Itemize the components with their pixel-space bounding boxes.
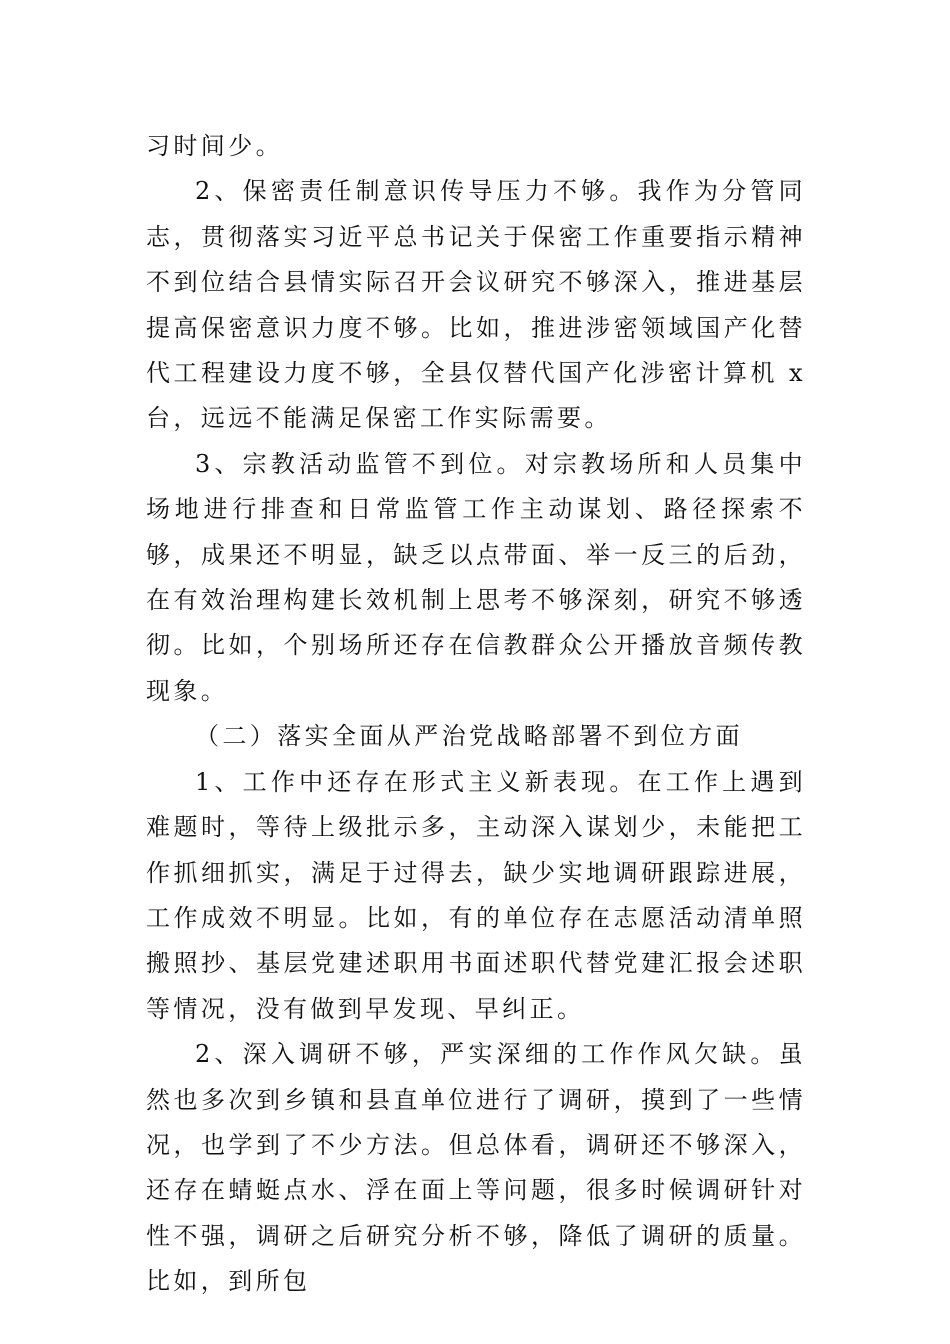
paragraph-research: 2、深入调研不够，严实深细的工作作风欠缺。虽然也多次到乡镇和县直单位进行了调研，摸到了一些情况，也学到了不少方法。但总体看，调研还不够深入，还存在蜻蜓点水、浮在面上等问题，很多时候调研针对性不强，调研之后研究分析不够，降低了调研的质量。比如，到所包: [146, 1040, 806, 1296]
paragraph-confidentiality: 2、保密责任制意识传导压力不够。我作为分管同志，贯彻落实习近平总书记关于保密工作重要指示精神不到位结合县情实际召开会议研究不够深入，推进基层提高保密意识力度不够。比如，推进涉密领域国产化替代工程建设力度不够，全县仅替代国产化涉密计算机 x 台，远远不能满足保密工作实际需要。: [146, 177, 806, 433]
paragraph-continuation: 习时间少。: [146, 132, 283, 160]
document-body: [146, 124, 806, 1305]
paragraph-religious-supervision: 3、宗教活动监管不到位。对宗教场所和人员集中场地进行排查和日常监管工作主动谋划、路径探索不够，成果还不明显，缺乏以点带面、举一反三的后劲，在有效治理构建长效机制上思考不够深刻，研究不够透彻。比如，个别场所还存在信教群众公开播放音频传教现象。: [146, 449, 806, 705]
section-heading: （二）落实全面从严治党战略部署不到位方面: [195, 722, 743, 751]
paragraph-formalism: 1、工作中还存在形式主义新表现。在工作上遇到难题时，等待上级批示多，主动深入谋划少，未能把工作抓细抓实，满足于过得去，缺少实地调研跟踪进展，工作成效不明显。比如，有的单位存在志愿活动清单照搬照抄、基层党建述职用书面述职代替党建汇报会述职等情况，没有做到早发现、早纠正。: [146, 767, 806, 1023]
